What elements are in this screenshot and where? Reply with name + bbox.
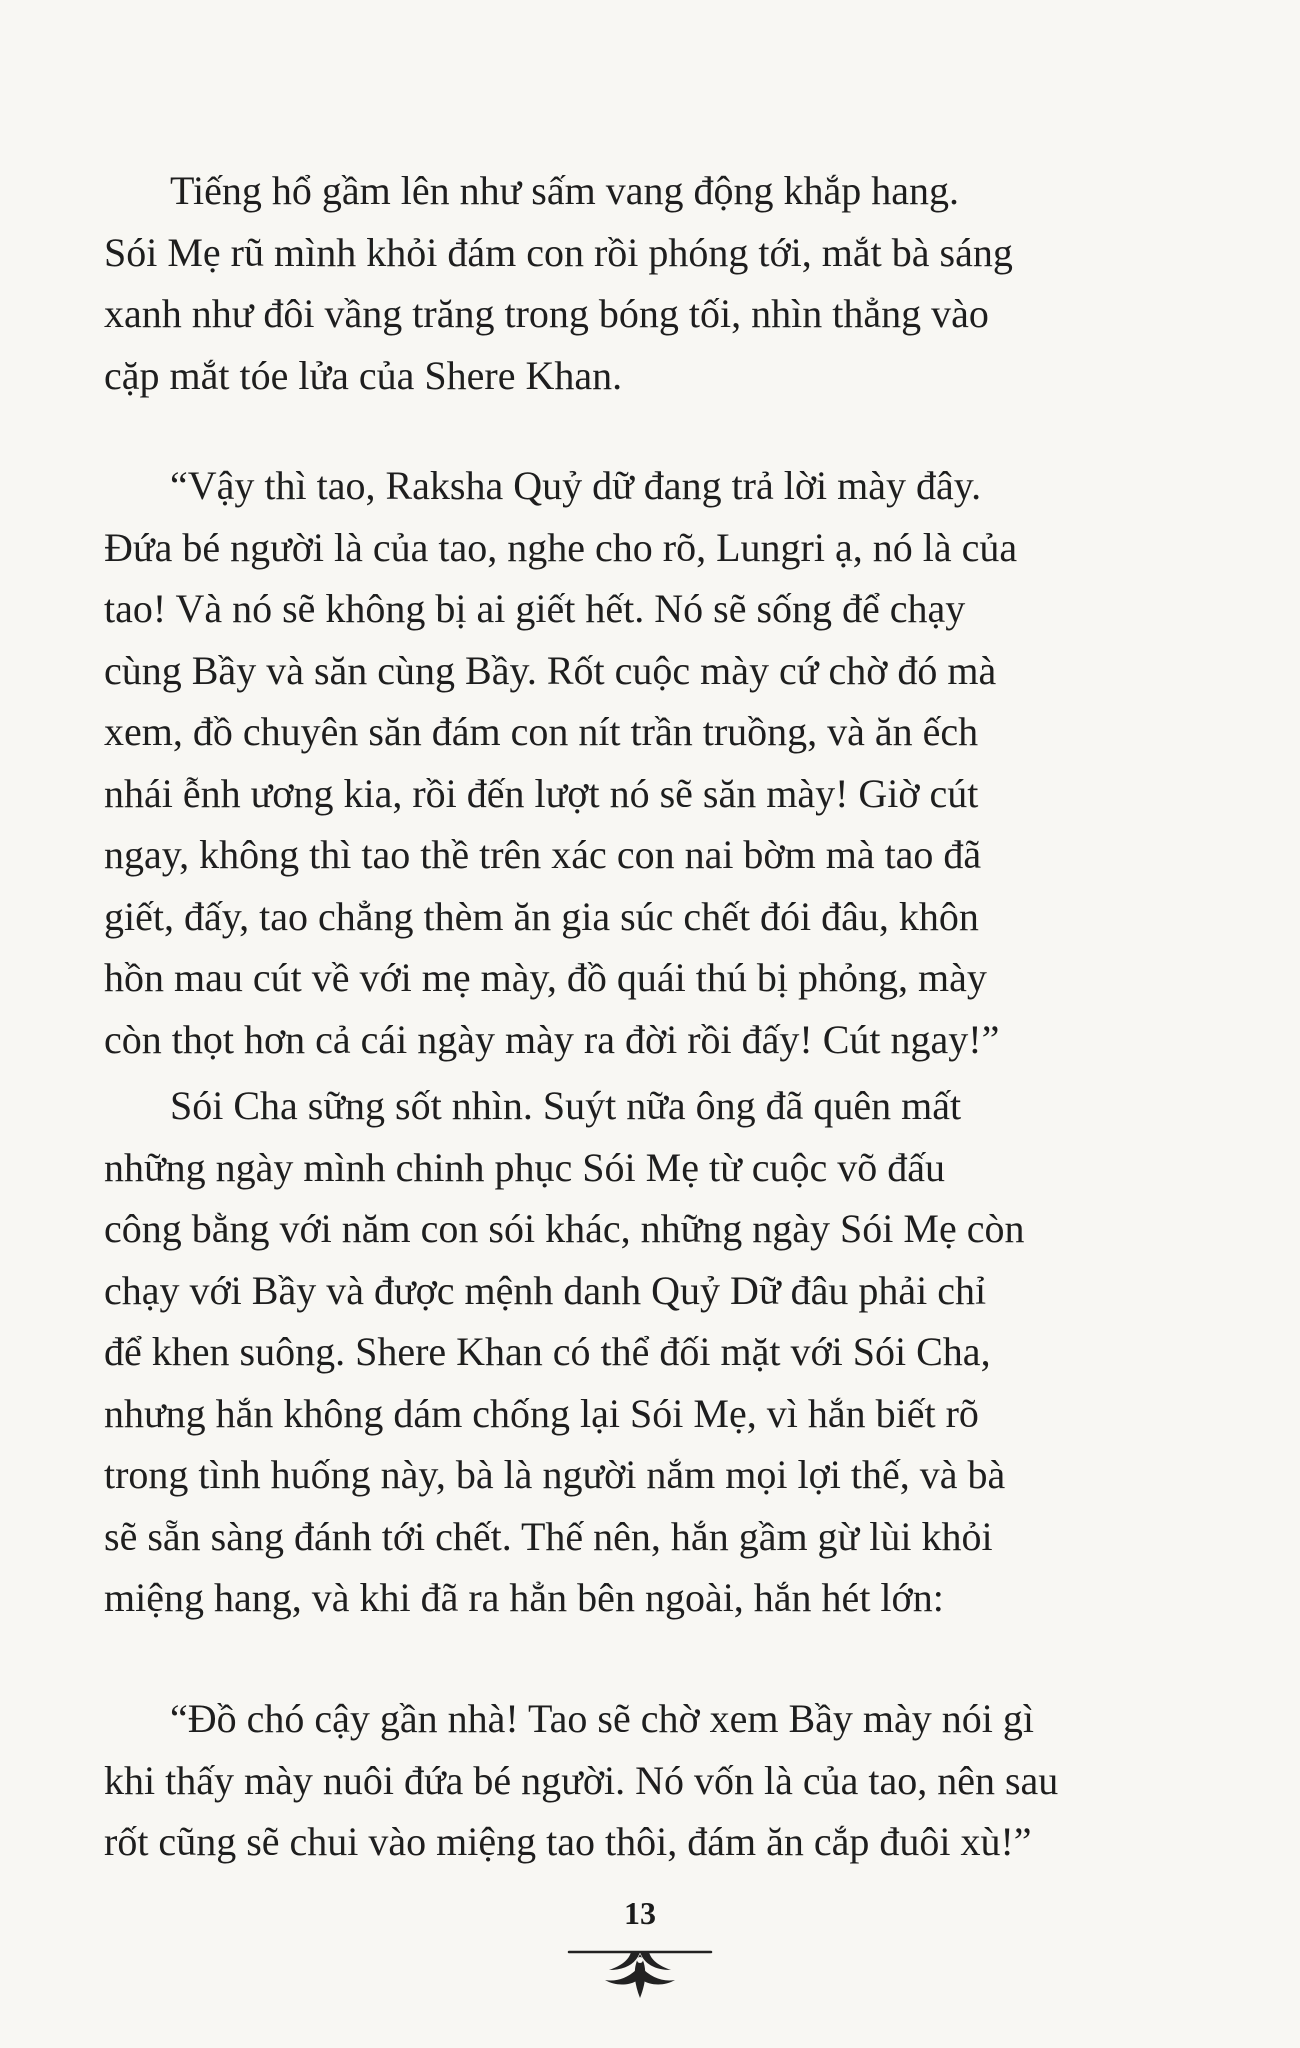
paragraph-2 xyxy=(104,455,1160,1070)
text-line: khi thấy mày nuôi đứa bé người. Nó vốn là của tao, nên sau xyxy=(104,1757,1059,1803)
text-line: ngay, không thì tao thề trên xác con nai bờm mà tao đã xyxy=(104,832,982,877)
text-line: giết, đấy, tao chẳng thèm ăn gia súc chết đói đâu, khôn xyxy=(104,893,979,939)
text-line: cặp mắt tóe lửa của Shere Khan. xyxy=(104,352,623,398)
paragraph-4 xyxy=(104,1688,1160,1873)
text-line: Sói Mẹ rũ mình khỏi đám con rồi phóng tới, mắt bà sáng xyxy=(104,229,1013,275)
page-number: 13 xyxy=(624,1895,656,1931)
text-line: công bằng với năm con sói khác, những ngày Sói Mẹ còn xyxy=(104,1206,1025,1251)
paragraph-3 xyxy=(104,1075,1160,1629)
text-line: những ngày mình chinh phục Sói Mẹ từ cuộc võ đấu xyxy=(104,1144,946,1190)
text-line: để khen suông. Shere Khan có thể đối mặt với Sói Cha, xyxy=(104,1329,991,1374)
text-line: nhưng hắn không dám chống lại Sói Mẹ, vì hắn biết rõ xyxy=(104,1390,979,1436)
text-line: “Vậy thì tao, Raksha Quỷ dữ đang trả lời mày đây. xyxy=(170,463,982,508)
text-line: xanh như đôi vầng trăng trong bóng tối, nhìn thẳng vào xyxy=(104,291,989,336)
text-line: tao! Và nó sẽ không bị ai giết hết. Nó sẽ sống để chạy xyxy=(104,586,966,631)
text-line: nhái ễnh ương kia, rồi đến lượt nó sẽ săn mày! Giờ cút xyxy=(104,770,979,816)
text-line: hồn mau cút về với mẹ mày, đồ quái thú bị phỏng, mày xyxy=(104,955,987,1000)
text-line: còn thọt hơn cả cái ngày mày ra đời rồi đấy! Cút ngay!” xyxy=(104,1016,1000,1062)
text-line: Tiếng hổ gầm lên như sấm vang động khắp hang. xyxy=(170,168,960,213)
paragraph-1 xyxy=(104,160,1160,406)
text-line: chạy với Bầy và được mệnh danh Quỷ Dữ đâu phải chỉ xyxy=(104,1267,987,1313)
text-line: trong tình huống này, bà là người nắm mọi lợi thế, và bà xyxy=(104,1452,1006,1497)
text-line: “Đồ chó cậy gần nhà! Tao sẽ chờ xem Bầy mày nói gì xyxy=(170,1696,1035,1741)
text-line: cùng Bầy và săn cùng Bầy. Rốt cuộc mày cứ chờ đó mà xyxy=(104,647,997,693)
fleuron-ornament-icon xyxy=(565,1940,715,2002)
text-line: Sói Cha sững sốt nhìn. Suýt nữa ông đã quên mất xyxy=(170,1083,962,1128)
text-line: rốt cũng sẽ chui vào miệng tao thôi, đám ăn cắp đuôi xù!” xyxy=(104,1819,1032,1864)
text-line: Đứa bé người là của tao, nghe cho rõ, Lungri ạ, nó là của xyxy=(104,524,1018,570)
text-line: miệng hang, và khi đã ra hẳn bên ngoài, hắn hét lớn: xyxy=(104,1575,944,1620)
text-line: xem, đồ chuyên săn đám con nít trần truồng, và ăn ếch xyxy=(104,709,979,754)
text-line: sẽ sẵn sàng đánh tới chết. Thế nên, hắn gầm gừ lùi khỏi xyxy=(104,1513,993,1559)
